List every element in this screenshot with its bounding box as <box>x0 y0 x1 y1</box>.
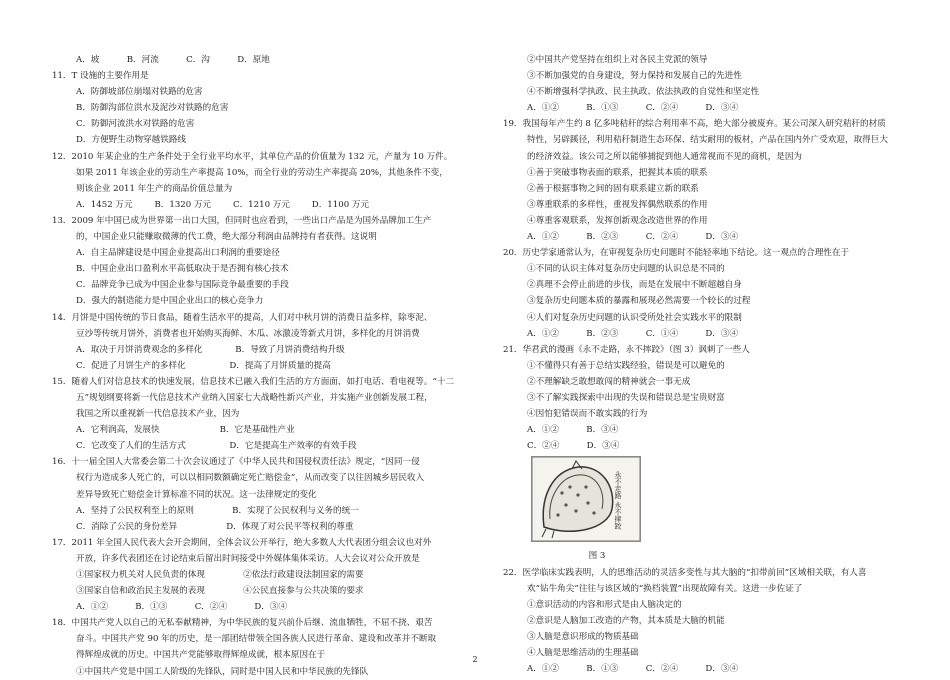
option-line: ②善于根据事物之间的固有联系建立新的联系 <box>527 183 699 194</box>
page-number: 2 <box>472 655 478 664</box>
option-line: ①善于突破事物表面的联系，把握其本质的联系 <box>527 167 708 178</box>
answer-options: A．①② B．②③ C．①④ D．③④ <box>527 328 739 339</box>
question-continuation: 的，中国企业只能赚取微薄的代工费，绝大部分利润由品牌持有者获得。这说明 <box>76 232 377 243</box>
question-continuation: 差异导致死亡赔偿金计算标准不同的状况。这一法律规定的变化 <box>76 489 317 500</box>
option-line: B．中国企业出口盈利水平高低取决于是否拥有核心技术 <box>76 264 289 275</box>
question-continuation: 的经济效益。该公司之所以能够捕捉到他人通常视而不见的商机，是因为 <box>527 151 803 162</box>
option-line: ②中国共产党坚持在组织上对各民主党派的领导 <box>527 55 708 65</box>
option-line: C．消除了公民的身份差异 D．体现了对公民平等权利的尊重 <box>76 521 354 532</box>
question-stem: 14．月饼是中国传统的节日食品，随着生活水平的提高，人们对中秋月饼的消费日益多样，除枣泥、 <box>52 312 433 323</box>
answer-options: A．①② B．③④ <box>527 425 619 436</box>
right-column-top <box>503 52 918 454</box>
question-stem: 22．医学临床实践表明，人的思维活动的灵活多变性与其大脑的“扣带前回”区域相关联，有人喜 <box>503 567 867 578</box>
option-line: A．自主品牌建设是中国企业提高出口利润的重要途径 <box>76 248 280 259</box>
question-continuation: 豆沙等传统月饼外，消费者也开始购买海鲜、木瓜、冰激凌等新式月饼，多样化的月饼消费 <box>76 328 420 339</box>
question-stem: 21．华君武的漫画《永不走路，永不摔跤》（图 3）讽刺了一些人 <box>503 344 750 355</box>
option-line: B．防御沟部位洪水及泥沙对铁路的危害 <box>76 103 229 114</box>
option-line: D．强大的制造能力是中国企业出口的核心竞争力 <box>76 296 264 307</box>
question-continuation: 权行为造成多人死亡的，可以以相同数额确定死亡赔偿金”，从而改变了以往因城乡居民收入 <box>76 473 425 484</box>
option-line: ③人脑是意识形成的物质基础 <box>527 631 639 642</box>
option-line: ②真理不会停止前进的步伐，而是在发展中不断超越自身 <box>527 280 742 291</box>
question-stem: 18．中国共产党人以自己的无私奉献精神，为中华民族的复兴前仆后继、流血牺牲，不屈不挠、艰苦 <box>52 618 433 629</box>
answer-options: A．①② B．①③ C．②④ D．③④ <box>527 664 739 675</box>
question-stem: 11．T 设施的主要作用是 <box>52 71 149 82</box>
question-stem: 15．随着人们对信息技术的快速发展，信息技术已融入我们生活的方方面面，如打电话、看电视等。“十二 <box>52 376 455 387</box>
question-continuation: 开放，许多代表团还在讨论结束后留出时间接受中外媒体集体采访。人大会议对公众开放是 <box>76 553 420 564</box>
option-line: ③不断加强党的自身建设，努力保持和发展自己的先进性 <box>527 71 742 82</box>
option-line: ③不了解实践探索中出现的失误和错误总是宝贵财富 <box>527 392 725 403</box>
answer-options: A．坡 B．河流 C．沟 D．原地 <box>76 55 270 65</box>
answer-options: A．①② B．①③ C．②④ D．③④ <box>76 602 288 613</box>
question-continuation: 如果 2011 年该企业的劳动生产率提高 10%，而全行业的劳动生产率提高 20%，其他条件不变， <box>76 167 448 178</box>
option-line: C．它改变了人们的生活方式 D．它是提高生产效率的有效手段 <box>76 441 357 452</box>
option-line: A．坚持了公民权利至上的原则 B．实现了公民权利与义务的统一 <box>76 505 359 516</box>
left-column <box>52 52 477 680</box>
option-line: D．方便野生动物穿越铁路线 <box>76 135 187 146</box>
question-continuation: 五”规划纲要将新一代信息技术产业纳入国家七大战略性新兴产业，并实施产业创新发展工程， <box>76 392 433 403</box>
question-stem: 20．历史学家通常认为，在审视复杂历史问题时不能轻率地下结论。这一观点的合理性在于 <box>503 248 850 259</box>
option-line: C．防御河流洪水对铁路的危害 <box>76 119 195 130</box>
option-line: ②意识是人脑加工改造的产物，其本质是大脑的机能 <box>527 615 725 626</box>
option-line: ④因怕犯错误而不敢实践的行为 <box>527 409 648 420</box>
option-line: ①不懂得只有善于总结实践经验，错误是可以避免的 <box>527 360 725 371</box>
option-line: ④人们对复杂历史问题的认识受所处社会实践水平的限制 <box>527 312 742 323</box>
right-column <box>503 52 918 677</box>
option-line: ③国家自信和政治民主发展的表现 ④公民直接参与公共决策的要求 <box>76 586 364 597</box>
figure-label: 图 3 <box>588 551 606 562</box>
cartoon-figure-icon <box>531 456 641 542</box>
option-line: ③尊重联系的多样性，重视发挥偶然联系的作用 <box>527 199 708 210</box>
answer-options: A．1452 万元 B．1320 万元 C．1210 万元 D．1100 万元 <box>76 199 370 210</box>
option-line: A．防御坡部位崩塌对铁路的危害 <box>76 87 203 98</box>
option-line: ①意识活动的内容和形式是由人脑决定的 <box>527 599 682 610</box>
cartoon-caption: 永不走路 永不摔跤 <box>614 471 622 530</box>
question-stem: 16．十一届全国人大常委会第二十次会议通过了《中华人民共和国侵权责任法》规定，“因同一侵 <box>52 457 420 468</box>
option-line: C．促进了月饼生产的多样化 D．提高了月饼质量的提高 <box>76 360 331 371</box>
option-line: ①不同的认识主体对复杂历史问题的认识总是不同的 <box>527 264 725 275</box>
question-continuation: 特性，另辟蹊径，利用秸秆制造生态环保、结实耐用的板材，产品在国内外广受欢迎，取得巨大 <box>527 135 888 146</box>
option-line: ①中国共产党是中国工人阶级的先锋队，同时是中国人民和中华民族的先锋队 <box>76 666 369 677</box>
question-continuation: 欢“钻牛角尖”往往与该区域的“换档装置”出现故障有关。这进一步佐证了 <box>527 583 803 594</box>
option-line: ④不断增强科学执政、民主执政、依法执政的自觉性和坚定性 <box>527 87 760 98</box>
question-stem: 17．2011 年全国人民代表大会开会期间，全体会议公开举行，绝大多数人大代表团分组会议也对外 <box>52 537 432 548</box>
option-line: C．品牌竞争已成为中国企业参与国际竞争最重要的手段 <box>76 280 289 291</box>
option-line: ④人脑是思维活动的生理基础 <box>527 648 639 658</box>
option-line: ④尊重客观联系，发挥创新观念改造世界的作用 <box>527 215 708 226</box>
question-continuation: 得辉煌成就的历史。中国共产党能够取得辉煌成就，根本原因在于 <box>76 650 326 661</box>
question-continuation: 奋斗。中国共产党 90 年的历史，是一部团结带领全国各族人民进行革命、建设和改革并不断取 <box>76 634 437 645</box>
option-line: ①国家权力机关对人民负责的体现 ②依法行政建设法制国家的需要 <box>76 570 364 580</box>
option-line: ②不理解缺乏敢想敢闯的精神就会一事无成 <box>527 376 691 387</box>
question-continuation: 则该企业 2011 年生产的商品价值总量为 <box>76 183 233 194</box>
question-stem: 19．我国每年产生约 8 亿多吨秸秆的综合利用率不高，绝大部分被废弃。某公司深入研究秸秆的材质 <box>503 119 886 130</box>
question-continuation: 我国之所以重视新一代信息技术产业，因为 <box>76 409 240 420</box>
option-line: A．取决于月饼消费观念的多样化 B．导致了月饼消费结构升级 <box>76 344 345 355</box>
answer-options: C．②④ D．③④ <box>527 441 620 452</box>
cartoon-figure <box>531 454 918 564</box>
question-stem: 13．2009 年中国已成为世界第一出口大国，但同时也应看到，一些出口产品是为国外品牌加工生产 <box>52 215 432 226</box>
answer-options: A．①② B．②③ C．②④ D．③④ <box>527 232 739 243</box>
answer-options: A．①② B．①③ C．②④ D．③④ <box>527 103 739 114</box>
option-line: A．它利润高，发展快 B．它是基础性产业 <box>76 425 295 436</box>
question-stem: 12．2010 年某企业的生产条件处于全行业平均水平，其单位产品的价值量为 132 元，产量为 10 万件。 <box>52 151 453 162</box>
option-line: ③复杂历史问题本质的暴露和展现必然需要一个较长的过程 <box>527 296 751 307</box>
